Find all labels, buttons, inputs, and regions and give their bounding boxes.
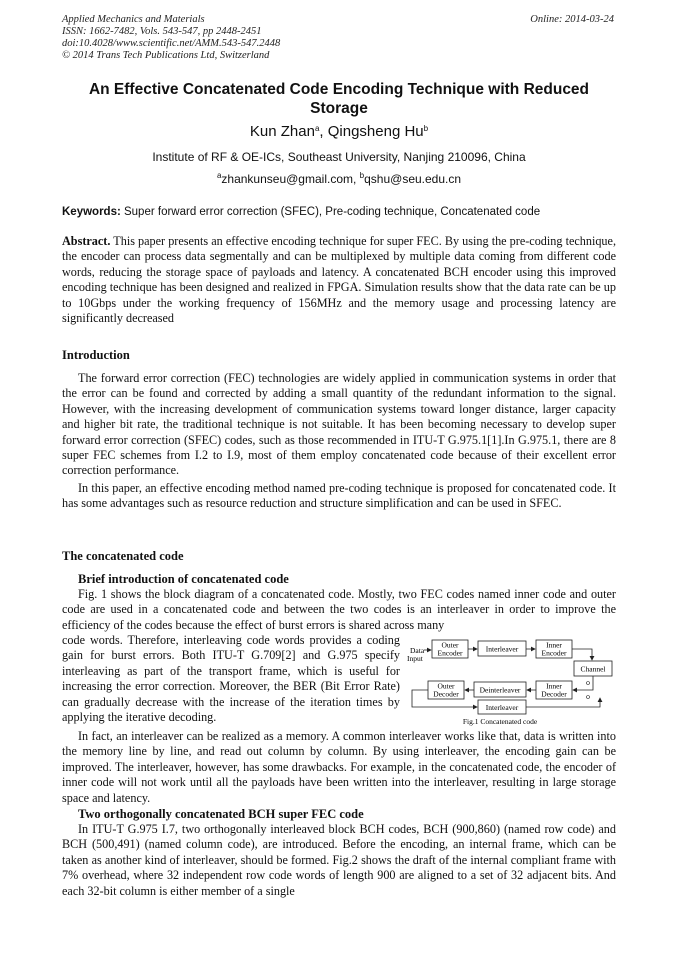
svg-text:Encoder: Encoder (437, 648, 463, 658)
inner-encoder-block (536, 640, 572, 658)
concat-paragraph-1a: Fig. 1 shows the block diagram of a concatenated code. Mostly, two FEC codes named inner code and outer code are used in a concatenated code and between the two codes is an interleaver in order to improve the efficiency of the codes because the effect of burst errors is shared across many (62, 587, 616, 632)
concat-paragraph-3: In ITU-T G.975 I.7, two orthogonally interleaved block BCH codes, BCH (900,860) (named row code) and BCH (500,491) (named column code), are introduced. Before the encoding, an internal frame, which can be taken as another kind of interleaver, should be formed. Fig.2 shows the draft of the internal compliant frame with 7% overhead, where 32 independent row code words of length 900 are aligned to a set of 32 adjacent bits. And each 32-bit column is either member of a single (62, 822, 616, 898)
email-line (62, 172, 616, 186)
svg-text:Channel: Channel (580, 664, 606, 674)
abstract (62, 234, 616, 326)
svg-text:Interleaver: Interleaver (485, 703, 519, 712)
subsection-heading-bch: Two orthogonally concatenated BCH super FEC code (78, 807, 364, 821)
figure-1-block-diagram (404, 636, 616, 728)
interleaver-top-block (478, 641, 526, 656)
data-input-label (407, 646, 425, 663)
section-heading-concatenated: The concatenated code (62, 549, 184, 563)
svg-text:Inner: Inner (546, 681, 562, 691)
svg-text:Decoder: Decoder (541, 689, 567, 699)
figure-1-caption: Fig.1 Concatenated code (462, 717, 538, 726)
email-b-superscript: b (359, 171, 365, 180)
deinterleaver-block (474, 682, 526, 697)
svg-text:Outer: Outer (437, 681, 455, 691)
email-a[interactable]: zhankunseu@gmail.com, (221, 172, 360, 186)
author-separator: , (319, 123, 328, 140)
email-a-superscript: a (216, 171, 222, 180)
concat-paragraph-2: In fact, an interleaver can be realized as a memory. A common interleaver works like that, data is written into the memory line by line, and read out column by column. By using interleaver, the encoding gain can be improved. The interleaver, however, has some drawbacks. For example, in the concatenated code, the encoder of inner code will not work until all the payloads have been written into the interleaver, resulting in large storage space and latency. (62, 729, 616, 805)
svg-text:Input: Input (407, 654, 423, 663)
svg-text:Encoder: Encoder (541, 648, 567, 658)
figure-1-svg (404, 636, 616, 728)
copyright-line: © 2014 Trans Tech Publications Ltd, Switzerland (62, 50, 270, 61)
subsection-heading-brief: Brief introduction of concatenated code (78, 572, 289, 586)
online-date: Online: 2014-03-24 (530, 14, 614, 25)
channel-block (574, 661, 612, 676)
interleaver-bottom-block (478, 700, 526, 714)
email-b[interactable]: qshu@seu.edu.cn (364, 172, 462, 186)
svg-text:Interleaver: Interleaver (485, 644, 519, 654)
svg-text:Outer: Outer (441, 640, 459, 650)
intro-paragraph-2: In this paper, an effective encoding method named pre-coding technique is proposed for concatenated code. It has some advantages such as resource reduction and structure simplification and can be used in SFEC. (62, 481, 616, 511)
author-1: Kun Zhan (249, 123, 315, 140)
affiliation: Institute of RF & OE-ICs, Southeast University, Nanjing 210096, China (152, 150, 526, 164)
doi-line: doi:10.4028/www.scientific.net/AMM.543-547.2448 (62, 38, 281, 49)
keywords (62, 206, 622, 218)
author-2: Qingsheng Hu (327, 123, 424, 140)
keywords-label: Keywords: (62, 206, 121, 218)
issn-line: ISSN: 1662-7482, Vols. 543-547, pp 2448-2451 (62, 26, 262, 37)
intro-paragraph-1: The forward error correction (FEC) technologies are widely applied in communication systems in order that the error can be found and corrected by adding a small quantity of the redundant information to the signal. However, with the increasing development of communication systems toward longer distance, larger capacity and higher bit rate, the traditional technique is not suitable. It has been becoming necessary to develop super forward error correction (SFEC) codes, such as those recommended in ITU-T G.975.1[1].In G.975.1, there are 8 super FEC schemes from I.2 to I.9, most of them employ concatenated code because of their excellent error correction performance. (62, 371, 616, 478)
paper-title: An Effective Concatenated Code Encoding Technique with Reduced Storage (88, 81, 590, 117)
keywords-text: Super forward error correction (SFEC), Pre-coding technique, Concatenated code (120, 206, 541, 218)
journal-name: Applied Mechanics and Materials (62, 14, 205, 25)
svg-text:Data: Data (410, 646, 425, 655)
svg-text:Decoder: Decoder (433, 689, 459, 699)
svg-text:Deinterleaver: Deinterleaver (479, 685, 521, 695)
svg-text:Inner: Inner (546, 640, 562, 650)
author-1-superscript: a (314, 124, 320, 133)
outer-decoder-block (428, 681, 464, 699)
author-line (62, 123, 616, 140)
abstract-label: Abstract. (62, 234, 111, 248)
author-2-superscript: b (423, 124, 429, 133)
concat-paragraph-1b: code words. Therefore, interleaving code words provides a coding gain for burst errors. Both ITU-T G.709[2] and G.975 specify interleaving as part of the transport frame, which is useful for increasing the error correction. Moreover, the BER (Bit Error Rate) can gradually decrease with the increase of the iteration times by applying the iterative decoding. (62, 633, 400, 725)
section-heading-introduction: Introduction (62, 348, 130, 362)
inner-decoder-block (536, 681, 572, 699)
outer-encoder-block (432, 640, 468, 658)
abstract-text: This paper presents an effective encoding technique for super FEC. By using the pre-coding technique, the encoder can process data segmentally and can be multiplexed by multiple data coming from different code words, reducing the storage space of payloads and latency. A concatenated BCH encoder using this improved encoding technique has been designed and realized in FPGA. Simulation results show that the data rate can be up to 10Gbps under the working frequency of 156MHz and the memory usage and processing latency are significantly decreased (62, 234, 616, 326)
